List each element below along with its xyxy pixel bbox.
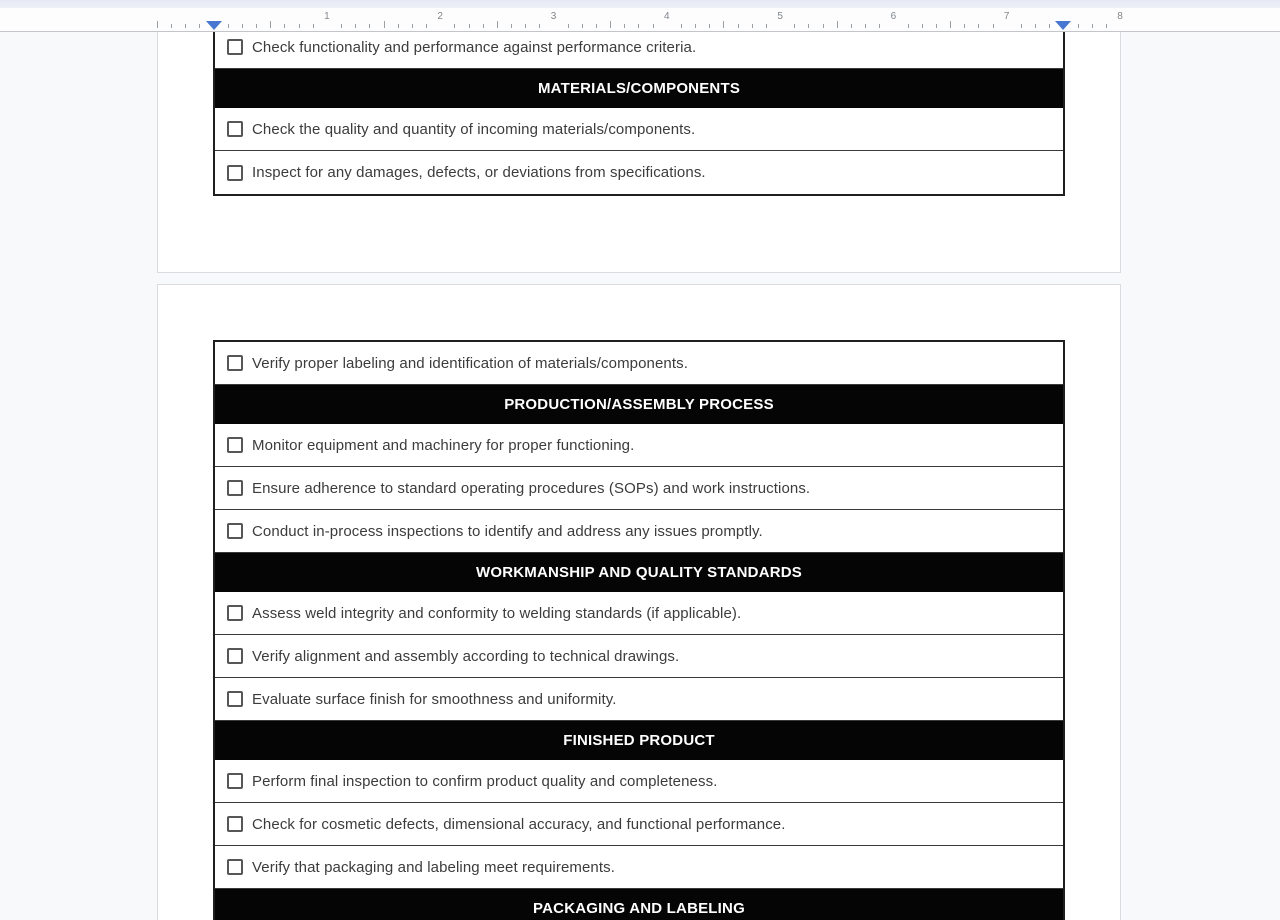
- ruler-tick: [511, 24, 512, 28]
- checklist-row[interactable]: [215, 424, 1063, 467]
- ruler-tick: [483, 24, 484, 28]
- checklist-row[interactable]: [215, 151, 1063, 194]
- ruler-tick: [426, 24, 427, 28]
- ruler-tick: [199, 24, 200, 28]
- ruler-tick: [171, 24, 172, 28]
- checklist-row[interactable]: [215, 108, 1063, 151]
- ruler-tick: [313, 24, 314, 28]
- ruler-tick: [695, 24, 696, 28]
- ruler-tick: [1021, 24, 1022, 28]
- ruler-tick: [525, 24, 526, 28]
- ruler-tick: [596, 24, 597, 28]
- ruler-inch-number: 7: [1003, 11, 1010, 22]
- ruler-tick: [723, 21, 724, 28]
- ruler-inch-number: 3: [550, 11, 557, 22]
- ruler-tick: [1106, 24, 1107, 28]
- ruler-tick: [539, 24, 540, 28]
- checklist-row[interactable]: [215, 678, 1063, 721]
- checkbox-icon[interactable]: [227, 648, 243, 664]
- checklist-item-label: Inspect for any damages, defects, or deviations from specifications.: [252, 164, 706, 181]
- checkbox-icon[interactable]: [227, 859, 243, 875]
- ruler-tick: [228, 24, 229, 28]
- ruler-tick: [766, 24, 767, 28]
- checklist-row[interactable]: [215, 342, 1063, 385]
- ruler-tick: [964, 24, 965, 28]
- document-page-1[interactable]: [157, 32, 1121, 273]
- document-page-2[interactable]: [157, 284, 1121, 920]
- ruler-tick: [808, 24, 809, 28]
- checkbox-icon[interactable]: [227, 691, 243, 707]
- checklist-item-label: Conduct in-process inspections to identify and address any issues promptly.: [252, 522, 763, 540]
- ruler-tick: [752, 24, 753, 28]
- ruler-tick: [469, 24, 470, 28]
- ruler-inch-number: 5: [777, 11, 783, 22]
- checklist-item-label: Ensure adherence to standard operating procedures (SOPs) and work instructions.: [252, 479, 811, 497]
- ruler-tick: [653, 24, 654, 28]
- ruler-tick: [185, 24, 186, 28]
- ruler-tick: [398, 24, 399, 28]
- ruler-tick: [922, 24, 923, 28]
- ruler-tick: [341, 24, 342, 28]
- checklist-table-page-1: [213, 32, 1065, 196]
- ruler-tick: [1035, 24, 1036, 28]
- ruler-tick: [624, 24, 625, 28]
- ruler-tick: [412, 24, 413, 28]
- section-header-row[interactable]: [215, 385, 1063, 424]
- checkbox-icon[interactable]: [227, 121, 243, 137]
- checkbox-icon[interactable]: [227, 165, 243, 181]
- ruler-tick: [851, 24, 852, 28]
- ruler-tick: [1078, 24, 1079, 28]
- checklist-row[interactable]: [215, 846, 1063, 889]
- checklist-row[interactable]: [215, 510, 1063, 553]
- section-header-row[interactable]: [215, 889, 1063, 920]
- left-indent-marker[interactable]: [206, 21, 222, 30]
- checkbox-icon[interactable]: [227, 480, 243, 496]
- checklist-item-label: Evaluate surface finish for smoothness and uniformity.: [252, 690, 617, 708]
- checkbox-icon[interactable]: [227, 773, 243, 789]
- ruler-inch-number: 8: [1117, 11, 1123, 22]
- toolbar-bottom-edge: [0, 0, 1280, 8]
- checklist-table-page-2: [213, 340, 1065, 920]
- checkbox-icon[interactable]: [227, 355, 243, 371]
- checklist-row[interactable]: [215, 32, 1063, 69]
- ruler-inch-number: 4: [664, 11, 670, 22]
- ruler-tick: [823, 24, 824, 28]
- checklist-row[interactable]: [215, 803, 1063, 846]
- section-header-row[interactable]: [215, 69, 1063, 108]
- checklist-item-label: Check for cosmetic defects, dimensional accuracy, and functional performance.: [252, 815, 786, 833]
- ruler-tick: [1092, 24, 1093, 28]
- ruler-tick: [242, 24, 243, 28]
- ruler-tick: [993, 24, 994, 28]
- ruler-tick: [738, 24, 739, 28]
- ruler-tick: [270, 21, 271, 28]
- ruler-tick: [454, 24, 455, 28]
- checkbox-icon[interactable]: [227, 605, 243, 621]
- ruler-tick: [1049, 24, 1050, 28]
- ruler-tick: [369, 24, 370, 28]
- checklist-item-label: Perform final inspection to confirm product quality and completeness.: [252, 772, 718, 790]
- checkbox-icon[interactable]: [227, 437, 243, 453]
- ruler-tick: [837, 21, 838, 28]
- ruler-tick: [794, 24, 795, 28]
- checklist-item-label: Check the quality and quantity of incoming materials/components.: [252, 120, 696, 138]
- ruler-inch-number: 2: [437, 11, 443, 22]
- right-indent-marker[interactable]: [1055, 21, 1071, 30]
- ruler-tick: [978, 24, 979, 28]
- ruler-tick: [355, 24, 356, 28]
- ruler-tick: [709, 24, 710, 28]
- ruler-tick: [497, 21, 498, 28]
- checklist-item-label: Verify that packaging and labeling meet requirements.: [252, 858, 616, 876]
- checklist-item-label: Verify alignment and assembly according to technical drawings.: [252, 647, 680, 665]
- checklist-row[interactable]: [215, 467, 1063, 510]
- section-header-label: FINISHED PRODUCT: [563, 731, 715, 749]
- ruler-tick: [157, 21, 158, 28]
- section-header-label: PRODUCTION/ASSEMBLY PROCESS: [504, 395, 774, 413]
- section-header-row[interactable]: [215, 553, 1063, 592]
- ruler-tick: [582, 24, 583, 28]
- ruler-tick: [299, 24, 300, 28]
- checklist-item-label: Monitor equipment and machinery for proper functioning.: [252, 436, 635, 454]
- ruler-tick: [284, 24, 285, 28]
- section-header-label: MATERIALS/COMPONENTS: [537, 79, 741, 97]
- ruler-tick: [256, 24, 257, 28]
- ruler-tick: [568, 24, 569, 28]
- ruler-inch-number: 1: [324, 11, 330, 22]
- ruler-inch-number: 6: [890, 11, 897, 22]
- checkbox-icon[interactable]: [227, 816, 243, 832]
- ruler-tick: [908, 24, 909, 28]
- checklist-item-label: Verify proper labeling and identification of materials/components.: [252, 354, 689, 372]
- checklist-row[interactable]: [215, 635, 1063, 678]
- horizontal-ruler[interactable]: [0, 8, 1280, 32]
- section-header-row[interactable]: [215, 721, 1063, 760]
- ruler-tick: [638, 24, 639, 28]
- ruler-tick: [681, 24, 682, 28]
- ruler-tick: [936, 24, 937, 28]
- section-header-label: WORKMANSHIP AND QUALITY STANDARDS: [475, 563, 803, 581]
- checklist-item-label: Assess weld integrity and conformity to welding standards (if applicable).: [252, 604, 742, 622]
- section-header-label: PACKAGING AND LABELING: [533, 899, 745, 917]
- ruler-tick: [865, 24, 866, 28]
- ruler-tick: [879, 24, 880, 28]
- checklist-item-label: Check functionality and performance against performance criteria.: [252, 38, 697, 56]
- checklist-row[interactable]: [215, 592, 1063, 635]
- ruler-tick: [610, 21, 611, 28]
- checkbox-icon[interactable]: [227, 523, 243, 539]
- ruler-tick: [950, 21, 951, 28]
- checkbox-icon[interactable]: [227, 39, 243, 55]
- ruler-tick: [384, 21, 385, 28]
- checklist-row[interactable]: [215, 760, 1063, 803]
